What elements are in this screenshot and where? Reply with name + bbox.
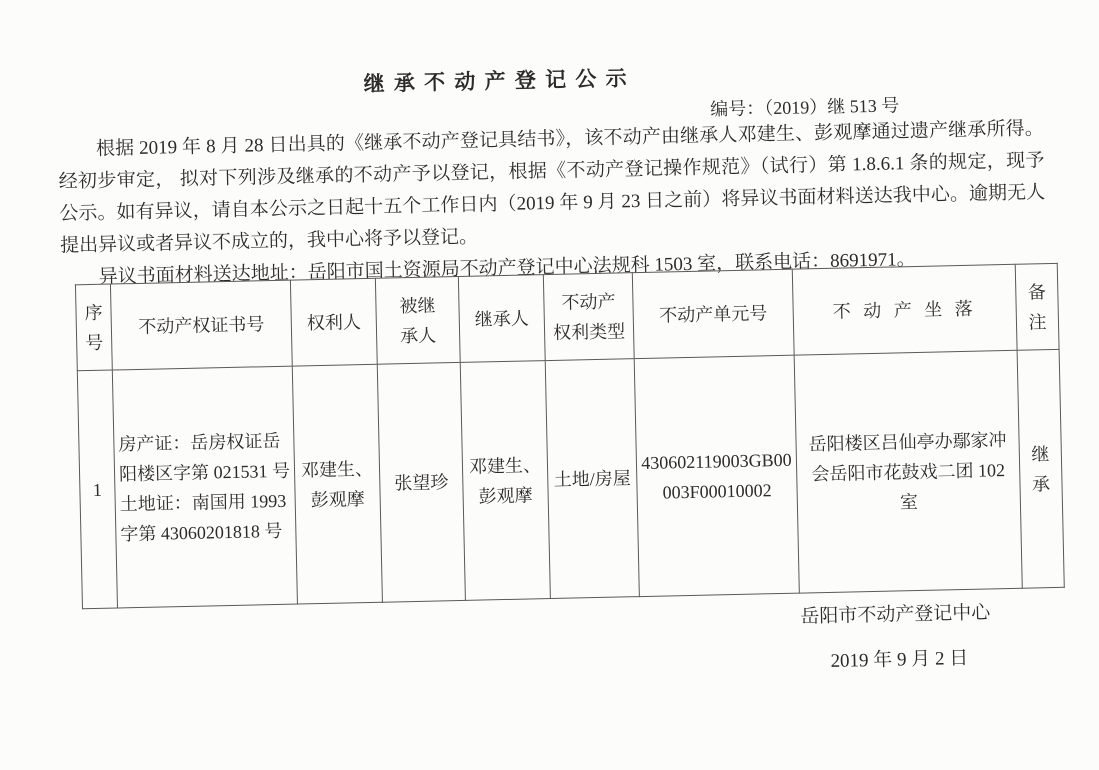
cert-line-land: 土地证：南国用 1993 字第 43060201818 号 [119,490,287,544]
header-right-type: 不动产 权利类型 [543,273,634,361]
table-row [77,349,1064,608]
paragraph-main: 根据 2019 年 8 月 28 日出具的《继承不动产登记具结书》，该不动产由继承人邓建生、彭观摩通过遗产继承所得。经初步审定， 拟对下列涉及继承的不动产予以登记，根据《不动产登记操作规范》（试行）第 1.8.6.1 条的规定，现予公示。如有异议，请自本公示之日起十五个工作日内（2019 年 9 月 23 日之前）将异议书面材料送达我中心。逾期无人提出异议或者异议不成立的，我中心将予以登记。 [58,118,1046,257]
header-decedent: 被继 承人 [375,276,460,364]
cell-cert-no [112,366,297,608]
header-right-holder: 权利人 [290,278,377,366]
cell-right-holder: 邓建生、彭观摩 [292,364,382,604]
cell-unit-number: 430602119003GB00003F00010002 [634,355,799,596]
cell-seq: 1 [77,370,117,609]
paragraph-address: 异议书面材料送达地址：岳阳市国土资源局不动产登记中心法规科 1503 室，联系电话：8691971。 [98,248,916,288]
cell-remark: 继承 [1017,349,1064,588]
header-location: 不 动 产 坐 落 [792,264,1017,355]
cert-line-house: 房产证：岳房权证岳阳楼区字第 021531 号 [118,430,291,484]
registration-table [75,263,1065,609]
page-title: 继 承 不 动 产 登 记 公 示 [363,66,629,96]
cell-decedent: 张望珍 [377,362,465,602]
header-seq: 序 号 [75,284,112,371]
cell-location: 岳阳楼区吕仙亭办鄢家冲会岳阳市花鼓戏二团 102 室 [794,350,1022,593]
header-heir: 继承人 [458,275,545,363]
cell-heir: 邓建生、彭观摩 [460,361,550,601]
header-unit-number: 不动产单元号 [632,269,794,358]
cell-right-type: 土地/房屋 [545,359,639,599]
footer-date: 2019 年 9 月 2 日 [830,647,969,672]
doc-number: 编号：（2019）继 513 号 [710,95,900,120]
header-cert-no: 不动产权证书号 [110,280,292,370]
header-remark: 备 注 [1015,263,1059,350]
footer-organization: 岳阳市不动产登记中心 [800,602,991,628]
